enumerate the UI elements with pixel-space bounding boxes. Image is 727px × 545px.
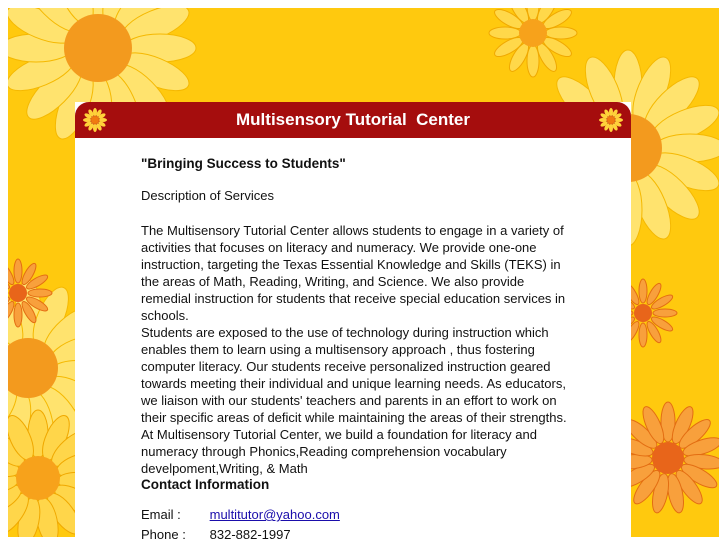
sunflower-decoration — [8, 258, 53, 328]
page-header — [75, 102, 631, 138]
contact-heading: Contact Information — [141, 477, 270, 492]
tagline: "Bringing Success to Students" — [141, 156, 346, 171]
phone-label: Phone : — [141, 527, 186, 542]
sunflower-icon — [599, 108, 623, 132]
page-title: Multisensory Tutorial Center — [236, 110, 470, 129]
phone-row — [141, 527, 291, 542]
email-label: Email : — [141, 507, 181, 522]
description-paragraph: The Multisensory Tutorial Center allows students to engage in a variety of activities that focuses on literacy and numeracy. We provide one-one instruction, targeting the Texas Essential Knowledge and Skills (TEKS) in the areas of Math, Reading, Writing, and Science. We also provide remedial instruction for students that receive special education services in schools. — [141, 223, 566, 323]
description-paragraph: Students are exposed to the use of technology during instruction which enables them to learn using a multisensory approach , thus fostering computer literacy. Our students receive personalized instruction geared towards meeting their individual and unique learning needs. As educators, we liaison with our students' teachers and parents in an effort to work on their specific areas of deficit while maintaining the areas of their strengths. At Multisensory Tutorial Center, we build a foundation for literacy and numeracy through Phonics,Reading comprehension vocabulary develpoment,Writing, & Math — [141, 325, 567, 476]
services-description — [141, 222, 573, 477]
phone-value: 832-882-1997 — [209, 527, 291, 542]
email-link[interactable]: multitutor@yahoo.com — [209, 507, 340, 522]
email-row — [141, 507, 340, 522]
description-heading: Description of Services — [141, 188, 274, 203]
